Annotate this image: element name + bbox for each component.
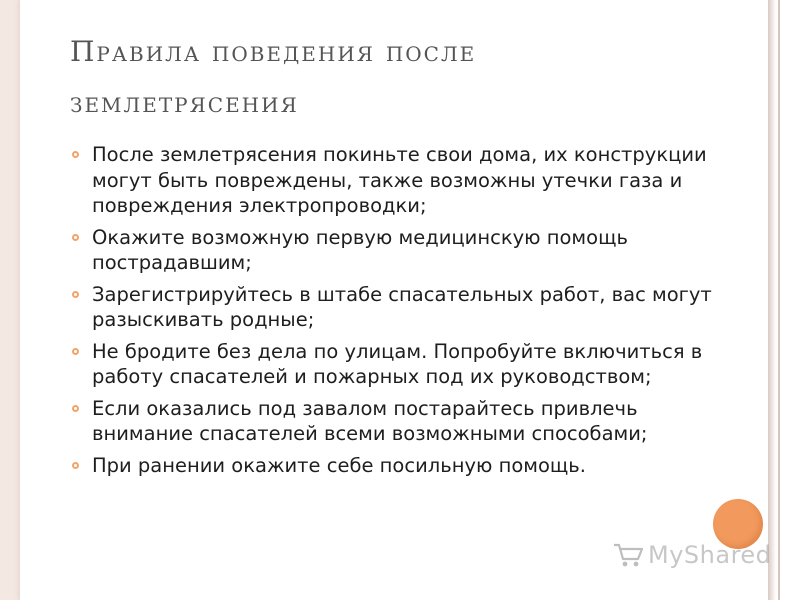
bullet-text: Зарегистрируйтесь в штабе спасательных работ, вас могут разыскивать родные; xyxy=(92,282,712,331)
slide-card xyxy=(20,0,768,600)
watermark-logo xyxy=(612,538,782,572)
bullet-item xyxy=(70,142,730,219)
bullet-item xyxy=(70,282,730,333)
bullet-item xyxy=(70,225,730,276)
bullet-text: Окажите возможную первую медицинскую помощь пострадавшим; xyxy=(92,225,628,274)
bullet-circle-icon xyxy=(72,405,79,412)
bullet-text: Не бродите без дела по улицам. Попробуйте включиться в работу спасателей и пожарных под их руководством; xyxy=(92,339,703,388)
bullet-text: При ранении окажите себе посильную помощь. xyxy=(92,453,586,477)
bullet-text: Если оказались под завалом постарайтесь привлечь внимание спасателей всеми возможными способами; xyxy=(92,396,648,445)
bullet-item xyxy=(70,396,730,447)
bullet-text: После землетрясения покиньте свои дома, их конструкции могут быть повреждены, также возможны утечки газа и повреждения электропроводки; xyxy=(92,143,707,217)
bullet-circle-icon xyxy=(72,151,79,158)
watermark-text: MyShared xyxy=(648,541,772,569)
right-decor-band xyxy=(768,0,800,600)
bullet-item xyxy=(70,339,730,390)
cart-icon xyxy=(612,540,646,570)
right-decor-line xyxy=(778,0,780,600)
title-line-2: землетрясения xyxy=(70,86,299,119)
title-line-1: Правила поведения после xyxy=(70,35,477,68)
slide-title xyxy=(70,26,750,128)
bullet-circle-icon xyxy=(72,462,79,469)
bullet-circle-icon xyxy=(72,234,79,241)
bullet-item xyxy=(70,453,730,479)
bullet-circle-icon xyxy=(72,348,79,355)
bullet-list xyxy=(70,142,730,484)
bullet-circle-icon xyxy=(72,291,79,298)
